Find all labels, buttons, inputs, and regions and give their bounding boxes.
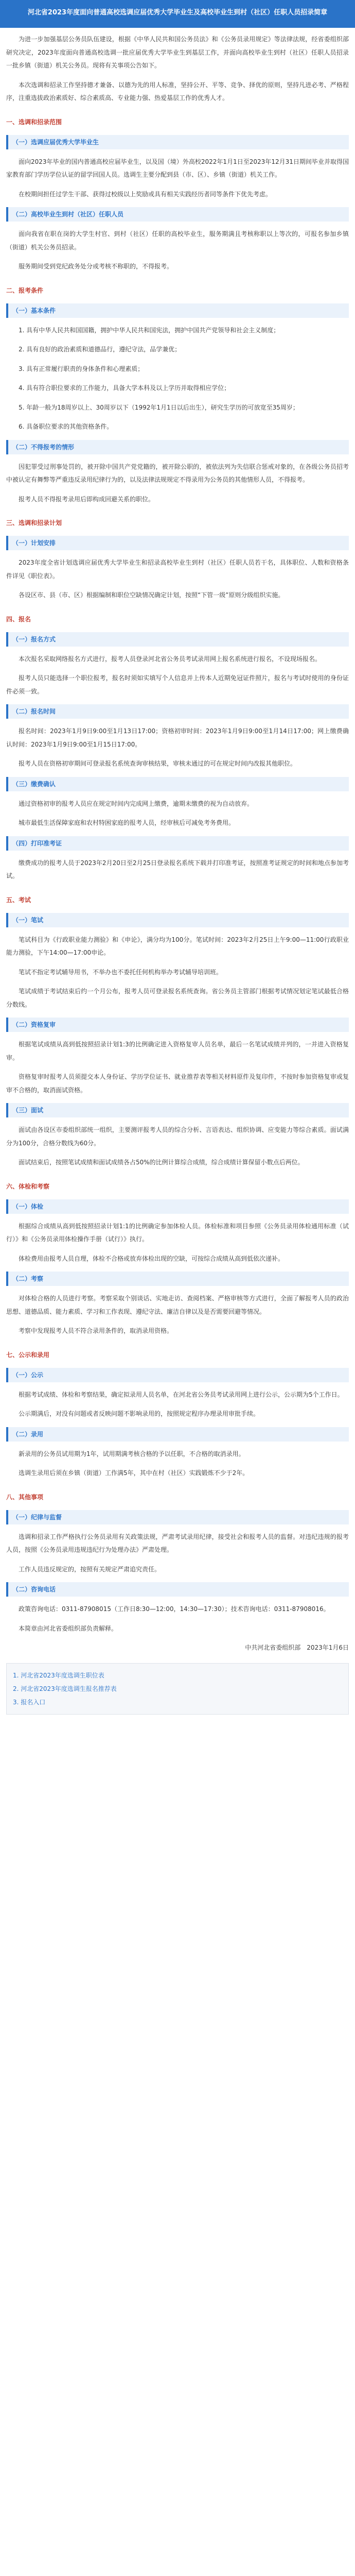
section-heading: 二、报考条件	[6, 286, 44, 294]
intro	[6, 33, 349, 105]
subsection-heading: （二）报名时间	[6, 704, 349, 719]
body-paragraph: 本简章由河北省委组织部负责解释。	[19, 1624, 118, 1632]
body-paragraph: 2. 具有良好的政治素质和道德品行，遵纪守法，品学兼优；	[19, 346, 181, 353]
section-heading: 八、其他事项	[6, 1493, 44, 1501]
closing-signature: 中共河北省委组织部 2023年1月6日	[245, 1644, 349, 1651]
body-paragraph: 报考人员在资格初审期间可登录报名系统查询审核结果，审核未通过的可在规定时间内改报其他职位。	[19, 760, 297, 767]
subsection-heading: （四）打印准考证	[6, 836, 349, 851]
body-paragraph: 报考人员不得报考录用后即构成回避关系的职位。	[19, 495, 155, 503]
subsection-heading: （一）报名方式	[6, 632, 349, 647]
subsection-heading: （一）笔试	[6, 913, 349, 927]
body-paragraph: 2023年度全省计划选调应届优秀大学毕业生和招录高校毕业生到村（社区）任职人员若干名，具体职位、人数和资格条件详见《职位表》。	[6, 559, 349, 580]
body-paragraph: 考察中发现报考人员不符合录用条件的，取消录用资格。	[19, 1327, 173, 1334]
body-paragraph: 资格复审时报考人员须提交本人身份证、学历学位证书、就业推荐表等相关材料原件及复印件，不按时参加资格复审或复审不合格的，取消面试资格。	[6, 1073, 349, 1094]
sections	[6, 115, 349, 1636]
subsection-heading: （一）体检	[6, 1199, 349, 1214]
body-paragraph: 6. 具备职位要求的其他资格条件。	[19, 423, 113, 430]
subsection-heading: （一）公示	[6, 1368, 349, 1382]
section-heading: 一、选调和招录范围	[6, 118, 62, 126]
body-paragraph: 选调和招录工作严格执行公务员录用有关政策法规，严肃考试录用纪律，接受社会和报考人员的监督。对违纪违规的报考人员，按照《公务员录用违规违纪行为处理办法》严肃处理。	[6, 1533, 349, 1553]
section-heading: 三、选调和招录计划	[6, 519, 62, 527]
body-paragraph: 面向我省在职在岗的大学生村官、到村（社区）任职的高校毕业生，服务期满且考核称职以上等次的，可报名参加乡镇（街道）机关公务员招录。	[6, 230, 349, 251]
section-heading: 四、报名	[6, 615, 31, 623]
body-paragraph: 1. 具有中华人民共和国国籍，拥护中华人民共和国宪法，拥护中国共产党领导和社会主义制度；	[19, 326, 280, 334]
body-paragraph: 笔试成绩于考试结束后约一个月公布，报考人员可登录报名系统查询。省公务员主管部门根据考试情况划定笔试最低合格分数线。	[6, 988, 349, 1008]
subsection-heading: （一）基本条件	[6, 303, 349, 318]
article-body	[0, 28, 355, 1715]
body-paragraph: 新录用的公务员试用期为1年，试用期满考核合格的予以任职，不合格的取消录用。	[19, 1450, 245, 1458]
intro-paragraph: 本次选调和招录工作坚持德才兼备、以德为先的用人标准，坚持公开、平等、竞争、择优的原则，坚持凡进必考、严格程序，注重选拔政治素质好、综合素质高、专业能力强、热爱基层工作的优秀人才。	[6, 81, 349, 101]
page-title: 河北省2023年度面向普通高校选调应届优秀大学毕业生及高校毕业生到村（社区）任职人员招录简章	[0, 0, 355, 28]
attachment-link[interactable]: 2. 河北省2023年度选调生报名推荐表	[13, 1685, 117, 1692]
body-paragraph: 在校期间担任过学生干部、获得过校级以上奖励或具有相关实践经历者同等条件下优先考虑。	[19, 190, 272, 198]
body-paragraph: 各设区市、县（市、区）根据编制和职位空缺情况确定计划，按照“下管一级”原则分级组织实施。	[19, 591, 285, 599]
section-heading: 六、体检和考察	[6, 1182, 50, 1190]
subsection-heading: （三）缴费确认	[6, 777, 349, 791]
body-paragraph: 3. 具有正常履行职责的身体条件和心理素质；	[19, 365, 144, 372]
body-paragraph: 报考人员只能选择一个职位报考，报名时须如实填写个人信息并上传本人近期免冠证件照片，报名与考试时使用的身份证件必须一致。	[6, 674, 349, 695]
subsection-heading: （二）咨询电话	[6, 1582, 349, 1597]
body-paragraph: 4. 具有符合职位要求的工作能力，具备大学本科及以上学历并取得相应学位；	[19, 384, 230, 392]
body-paragraph: 因犯罪受过刑事处罚的，被开除中国共产党党籍的，被开除公职的，被依法列为失信联合惩戒对象的，在各级公务员招考中被认定有舞弊等严重违反录用纪律行为的，以及法律法规规定不得录用为公务员的其他情形人员，不得报考。	[6, 463, 349, 483]
body-paragraph: 服务期间受到党纪政务处分或考核不称职的，不得报考。	[19, 263, 173, 270]
body-paragraph: 笔试不指定考试辅导用书，不举办也不委托任何机构举办考试辅导培训班。	[19, 968, 223, 976]
subsection-heading: （二）录用	[6, 1427, 349, 1442]
attachment-link[interactable]: 1. 河北省2023年度选调生职位表	[13, 1671, 104, 1679]
body-paragraph: 政策咨询电话：0311-87908015（工作日8:30—12:00，14:30—17:30）；技术咨询电话：0311-87908016。	[19, 1605, 330, 1613]
body-paragraph: 根据笔试成绩从高到低按照招录计划1:3的比例确定进入资格复审人员名单，最后一名笔试成绩并列的，一并进入资格复审。	[6, 1041, 349, 1061]
body-paragraph: 体检费用由报考人员自理，体检不合格或放弃体检出现的空缺，可按综合成绩从高到低依次递补。	[19, 1255, 285, 1262]
intro-paragraph: 为进一步加强基层公务员队伍建设，根据《中华人民共和国公务员法》和《公务员录用规定》等法律法规，经省委组织部研究决定，2023年度面向普通高校选调一批应届优秀大学毕业生到基层工作，并面向高校毕业生到村（社区）任职人员招录一批乡镇（街道）机关公务员。现将有关事项公告如下。	[6, 36, 349, 69]
subsection-heading: （一）纪律与监督	[6, 1510, 349, 1524]
subsection-heading: （一）计划安排	[6, 536, 349, 550]
section-heading: 五、考试	[6, 896, 31, 904]
body-paragraph: 城市最低生活保障家庭和农村特困家庭的报考人员，经审核后可减免考务费用。	[19, 819, 235, 826]
body-paragraph: 通过资格初审的报考人员应在规定时间内完成网上缴费，逾期未缴费的视为自动放弃。	[19, 800, 254, 807]
subsection-heading: （三）面试	[6, 1103, 349, 1117]
body-paragraph: 面试结束后，按照笔试成绩和面试成绩各占50%的比例计算综合成绩，综合成绩计算保留小数点后两位。	[19, 1159, 304, 1166]
body-paragraph: 本次报名采取网络报名方式进行，报考人员登录河北省公务员考试录用网上报名系统进行报名，不设现场报名。	[19, 655, 322, 663]
subsection-heading: （一）选调应届优秀大学毕业生	[6, 135, 349, 149]
body-paragraph: 对体检合格的人员进行考察。考察采取个别谈话、实地走访、查阅档案、严格审核等方式进行，全面了解报考人员的政治思想、道德品质、能力素质、学习和工作表现、遵纪守法、廉洁自律以及是否需要回避等情况。	[6, 1295, 349, 1315]
body-paragraph: 报名时间：2023年1月9日9:00至1月13日17:00；资格初审时间：2023年1月9日9:00至1月14日17:00；网上缴费确认时间：2023年1月9日9:00至1月15日17:00。	[6, 727, 349, 748]
body-paragraph: 缴费成功的报考人员于2023年2月20日至2月25日登录报名系统下载并打印准考证，按照准考证规定的时间和地点参加考试。	[6, 859, 349, 879]
subsection-heading: （二）不得报考的情形	[6, 440, 349, 454]
body-paragraph: 5. 年龄一般为18周岁以上、30周岁以下（1992年1月1日以后出生），研究生学历的可放宽至35周岁；	[19, 403, 299, 411]
body-paragraph: 选调生录用后须在乡镇（街道）工作满5年，其中在村（社区）实践锻炼不少于2年。	[19, 1469, 249, 1477]
attachment-list	[6, 1663, 349, 1715]
body-paragraph: 工作人员违反规定的，按照有关规定严肃追究责任。	[19, 1565, 161, 1573]
section-heading: 七、公示和录用	[6, 1351, 50, 1359]
subsection-heading: （二）高校毕业生到村（社区）任职人员	[6, 207, 349, 222]
body-paragraph: 面向2023年毕业的国内普通高校应届毕业生，以及国（境）外高校2022年1月1日至2023年12月31日期间毕业并取得国家教育部门学历学位认证的留学回国人员。选调生主要分配到县（市、区）、乡镇（街道）机关工作。	[6, 158, 349, 178]
body-paragraph: 根据考试成绩、体检和考察结果，确定拟录用人员名单，在河北省公务员考试录用网上进行公示，公示期为5个工作日。	[19, 1391, 344, 1398]
attachment-link[interactable]: 3. 报名入口	[13, 1698, 46, 1706]
body-paragraph: 笔试科目为《行政职业能力测验》和《申论》，满分均为100分。笔试时间：2023年2月25日上午9:00—11:00行政职业能力测验，下午14:00—17:00申论。	[6, 936, 349, 956]
body-paragraph: 公示期满后，对没有问题或者反映问题不影响录用的，按照规定程序办理录用审批手续。	[19, 1410, 260, 1417]
body-paragraph: 根据综合成绩从高到低按照招录计划1:1的比例确定参加体检人员。体检标准和项目参照《公务员录用体检通用标准（试行）》和《公务员录用体检操作手册（试行）》执行。	[6, 1222, 349, 1243]
subsection-heading: （二）资格复审	[6, 1018, 349, 1032]
subsection-heading: （二）考察	[6, 1272, 349, 1286]
body-paragraph: 面试由各设区市委组织部统一组织，主要测评报考人员的综合分析、言语表达、组织协调、应变能力等综合素质。面试满分为100分，合格分数线为60分。	[6, 1126, 349, 1147]
